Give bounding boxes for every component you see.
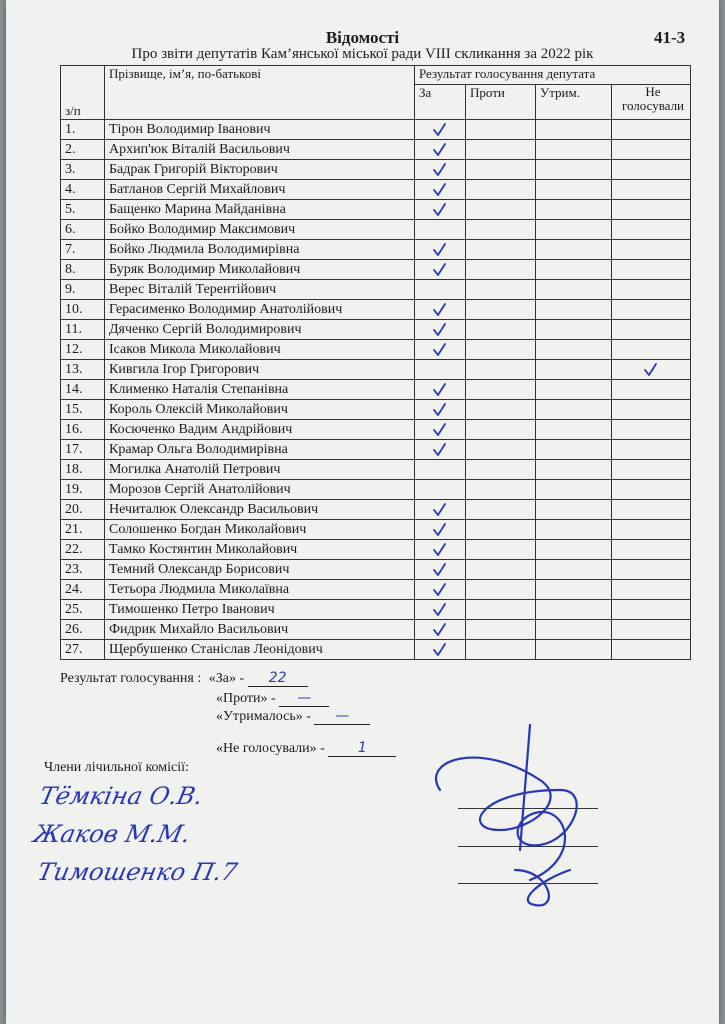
vote-cell-against — [466, 620, 536, 640]
deputy-name: Бойко Володимир Максимович — [105, 220, 415, 240]
check-mark-icon — [415, 242, 465, 258]
for-value: 22 — [248, 670, 308, 687]
voting-table-body — [61, 120, 691, 660]
table-row — [61, 180, 691, 200]
header-num: з/п — [61, 66, 105, 120]
check-mark-icon — [415, 302, 465, 318]
vote-cell-abstain — [536, 120, 612, 140]
vote-cell-abstain — [536, 180, 612, 200]
row-number: 24. — [61, 580, 105, 600]
vote-cell-against — [466, 400, 536, 420]
check-mark-icon — [415, 442, 465, 458]
deputy-name: Буряк Володимир Миколайович — [105, 260, 415, 280]
table-row — [61, 500, 691, 520]
vote-cell-not-voted — [612, 260, 691, 280]
results-label: Результат голосування : — [60, 671, 202, 686]
table-row — [61, 200, 691, 220]
vote-cell-abstain — [536, 480, 612, 500]
deputy-name: Ісаков Микола Миколайович — [105, 340, 415, 360]
table-row — [61, 640, 691, 660]
row-number: 23. — [61, 560, 105, 580]
row-number: 20. — [61, 500, 105, 520]
vote-cell-not-voted — [612, 160, 691, 180]
table-row — [61, 620, 691, 640]
check-mark-icon — [415, 542, 465, 558]
vote-cell-not-voted — [612, 220, 691, 240]
deputy-name: Солошенко Богдан Миколайович — [105, 520, 415, 540]
header-for: За — [415, 85, 466, 120]
vote-cell-not-voted — [612, 320, 691, 340]
vote-cell-abstain — [536, 260, 612, 280]
table-row — [61, 320, 691, 340]
deputy-name: Бойко Людмила Володимирівна — [105, 240, 415, 260]
header-name: Прізвище, ім’я, по-батькові — [105, 66, 415, 120]
vote-cell-against — [466, 120, 536, 140]
deputy-name: Морозов Сергій Анатолійович — [105, 480, 415, 500]
table-row — [61, 280, 691, 300]
table-row — [61, 480, 691, 500]
table-row — [61, 580, 691, 600]
chairman-signature — [420, 720, 620, 920]
vote-cell-for — [415, 120, 466, 140]
vote-cell-not-voted — [612, 580, 691, 600]
vote-cell-abstain — [536, 520, 612, 540]
deputy-name: Архип'юк Віталій Васильович — [105, 140, 415, 160]
check-mark-icon — [415, 582, 465, 598]
vote-cell-not-voted — [612, 200, 691, 220]
vote-cell-against — [466, 460, 536, 480]
table-row — [61, 540, 691, 560]
check-mark-icon — [415, 322, 465, 338]
vote-cell-abstain — [536, 420, 612, 440]
check-mark-icon — [415, 142, 465, 158]
vote-cell-not-voted — [612, 180, 691, 200]
vote-cell-against — [466, 160, 536, 180]
vote-cell-not-voted — [612, 600, 691, 620]
vote-cell-for — [415, 200, 466, 220]
deputy-name: Бадрак Григорій Вікторович — [105, 160, 415, 180]
deputy-name: Тірон Володимир Іванович — [105, 120, 415, 140]
for-label: «За» - — [208, 671, 245, 686]
vote-cell-abstain — [536, 560, 612, 580]
vote-cell-not-voted — [612, 620, 691, 640]
header-against: Проти — [466, 85, 536, 120]
deputy-name: Тетьора Людмила Миколаївна — [105, 580, 415, 600]
signature-2: Жаков М.М. — [31, 820, 194, 848]
row-number: 6. — [61, 220, 105, 240]
check-mark-icon — [415, 522, 465, 538]
vote-cell-against — [466, 260, 536, 280]
deputy-name: Косюченко Вадим Андрійович — [105, 420, 415, 440]
not-voted-value: 1 — [328, 740, 396, 757]
vote-cell-for — [415, 620, 466, 640]
check-mark-icon — [415, 262, 465, 278]
vote-cell-not-voted — [612, 360, 691, 380]
header-not-voted — [612, 85, 691, 120]
vote-cell-for — [415, 260, 466, 280]
header-not-voted-label: Не голосували — [621, 84, 685, 113]
row-number: 8. — [61, 260, 105, 280]
row-number: 13. — [61, 360, 105, 380]
vote-cell-against — [466, 220, 536, 240]
deputy-name: Тимошенко Петро Іванович — [105, 600, 415, 620]
vote-cell-for — [415, 160, 466, 180]
check-mark-icon — [415, 642, 465, 658]
vote-cell-abstain — [536, 440, 612, 460]
vote-cell-for — [415, 420, 466, 440]
check-mark-icon — [415, 602, 465, 618]
vote-cell-for — [415, 180, 466, 200]
row-number: 14. — [61, 380, 105, 400]
check-mark-icon — [415, 502, 465, 518]
vote-cell-abstain — [536, 460, 612, 480]
deputy-name: Тамко Костянтин Миколайович — [105, 540, 415, 560]
vote-cell-against — [466, 600, 536, 620]
vote-cell-abstain — [536, 580, 612, 600]
vote-cell-against — [466, 200, 536, 220]
vote-cell-abstain — [536, 240, 612, 260]
table-row — [61, 380, 691, 400]
row-number: 9. — [61, 280, 105, 300]
voting-table — [60, 65, 691, 660]
vote-cell-against — [466, 340, 536, 360]
table-row — [61, 520, 691, 540]
vote-cell-against — [466, 380, 536, 400]
vote-cell-abstain — [536, 540, 612, 560]
vote-cell-against — [466, 640, 536, 660]
vote-cell-abstain — [536, 500, 612, 520]
vote-cell-abstain — [536, 300, 612, 320]
table-row — [61, 360, 691, 380]
vote-cell-against — [466, 560, 536, 580]
vote-cell-abstain — [536, 600, 612, 620]
vote-cell-not-voted — [612, 340, 691, 360]
vote-cell-for — [415, 460, 466, 480]
deputy-name: Кивгила Ігор Григорович — [105, 360, 415, 380]
commission-label: Члени лічильної комісії: — [44, 760, 189, 775]
vote-cell-against — [466, 500, 536, 520]
vote-cell-against — [466, 520, 536, 540]
row-number: 4. — [61, 180, 105, 200]
vote-cell-abstain — [536, 400, 612, 420]
vote-cell-for — [415, 400, 466, 420]
check-mark-icon — [415, 162, 465, 178]
vote-cell-abstain — [536, 360, 612, 380]
check-mark-icon — [415, 622, 465, 638]
document-title: Відомості — [325, 28, 400, 47]
vote-cell-against — [466, 580, 536, 600]
row-number: 18. — [61, 460, 105, 480]
table-row — [61, 140, 691, 160]
row-number: 16. — [61, 420, 105, 440]
document-subtitle: Про звіти депутатів Кам’янської міської ради VIII скликання за 2022 рік — [131, 46, 594, 62]
vote-cell-against — [466, 440, 536, 460]
check-mark-icon — [415, 382, 465, 398]
deputy-name: Фидрик Михайло Васильович — [105, 620, 415, 640]
vote-cell-for — [415, 580, 466, 600]
check-mark-icon — [415, 562, 465, 578]
row-number: 22. — [61, 540, 105, 560]
check-mark-icon — [612, 362, 690, 378]
vote-cell-not-voted — [612, 560, 691, 580]
vote-cell-not-voted — [612, 480, 691, 500]
vote-cell-for — [415, 220, 466, 240]
check-mark-icon — [415, 122, 465, 138]
table-row — [61, 260, 691, 280]
vote-cell-against — [466, 540, 536, 560]
deputy-name: Клименко Наталія Степанівна — [105, 380, 415, 400]
vote-cell-abstain — [536, 200, 612, 220]
deputy-name: Батланов Сергій Михайлович — [105, 180, 415, 200]
row-number: 11. — [61, 320, 105, 340]
vote-cell-not-voted — [612, 640, 691, 660]
table-row — [61, 220, 691, 240]
vote-cell-against — [466, 320, 536, 340]
row-number: 27. — [61, 640, 105, 660]
row-number: 7. — [61, 240, 105, 260]
row-number: 21. — [61, 520, 105, 540]
vote-cell-for — [415, 240, 466, 260]
deputy-name: Король Олексій Миколайович — [105, 400, 415, 420]
vote-cell-against — [466, 240, 536, 260]
deputy-name: Щербушенко Станіслав Леонідович — [105, 640, 415, 660]
vote-cell-for — [415, 560, 466, 580]
deputy-name: Могилка Анатолій Петрович — [105, 460, 415, 480]
signature-1: Тёмкіна О.В. — [37, 782, 206, 810]
deputy-name: Темний Олександр Борисович — [105, 560, 415, 580]
vote-cell-not-voted — [612, 240, 691, 260]
table-row — [61, 240, 691, 260]
signature-3: Тимошенко П.7 — [35, 858, 240, 886]
vote-cell-for — [415, 140, 466, 160]
row-number: 17. — [61, 440, 105, 460]
deputy-name: Бащенко Марина Майданівна — [105, 200, 415, 220]
vote-cell-not-voted — [612, 520, 691, 540]
vote-cell-not-voted — [612, 420, 691, 440]
table-row — [61, 300, 691, 320]
vote-cell-for — [415, 600, 466, 620]
vote-cell-not-voted — [612, 380, 691, 400]
vote-cell-not-voted — [612, 540, 691, 560]
table-row — [61, 420, 691, 440]
vote-cell-not-voted — [612, 120, 691, 140]
vote-cell-for — [415, 340, 466, 360]
table-row — [61, 120, 691, 140]
vote-cell-not-voted — [612, 500, 691, 520]
vote-cell-against — [466, 180, 536, 200]
vote-cell-against — [466, 280, 536, 300]
check-mark-icon — [415, 342, 465, 358]
vote-cell-against — [466, 360, 536, 380]
vote-cell-for — [415, 480, 466, 500]
vote-cell-abstain — [536, 160, 612, 180]
header-result: Результат голосування депутата — [415, 66, 691, 85]
table-row — [61, 600, 691, 620]
deputy-name: Верес Віталій Терентійович — [105, 280, 415, 300]
row-number: 19. — [61, 480, 105, 500]
check-mark-icon — [415, 182, 465, 198]
vote-cell-against — [466, 480, 536, 500]
table-row — [61, 440, 691, 460]
row-number: 12. — [61, 340, 105, 360]
row-number: 5. — [61, 200, 105, 220]
vote-cell-for — [415, 360, 466, 380]
row-number: 3. — [61, 160, 105, 180]
deputy-name: Нечиталюк Олександр Васильович — [105, 500, 415, 520]
vote-cell-not-voted — [612, 300, 691, 320]
vote-cell-not-voted — [612, 400, 691, 420]
vote-cell-for — [415, 440, 466, 460]
table-row — [61, 340, 691, 360]
vote-cell-abstain — [536, 320, 612, 340]
not-voted-label: «Не голосували» - — [216, 741, 325, 756]
row-number: 25. — [61, 600, 105, 620]
vote-cell-against — [466, 420, 536, 440]
vote-cell-not-voted — [612, 140, 691, 160]
vote-cell-not-voted — [612, 440, 691, 460]
vote-cell-for — [415, 280, 466, 300]
abstain-label: «Утрималось» - — [216, 709, 311, 724]
vote-cell-for — [415, 640, 466, 660]
table-row — [61, 400, 691, 420]
against-label: «Проти» - — [216, 691, 276, 706]
vote-cell-for — [415, 540, 466, 560]
vote-cell-abstain — [536, 340, 612, 360]
deputy-name: Дяченко Сергій Володимирович — [105, 320, 415, 340]
vote-cell-for — [415, 500, 466, 520]
check-mark-icon — [415, 422, 465, 438]
check-mark-icon — [415, 202, 465, 218]
abstain-value: — — [314, 708, 370, 725]
check-mark-icon — [415, 402, 465, 418]
vote-cell-abstain — [536, 280, 612, 300]
vote-cell-not-voted — [612, 460, 691, 480]
document-number: 41-3 — [654, 28, 686, 47]
row-number: 15. — [61, 400, 105, 420]
against-value: — — [279, 690, 329, 707]
vote-cell-against — [466, 140, 536, 160]
row-number: 26. — [61, 620, 105, 640]
table-row — [61, 160, 691, 180]
vote-cell-abstain — [536, 620, 612, 640]
vote-cell-for — [415, 320, 466, 340]
vote-cell-abstain — [536, 140, 612, 160]
vote-cell-not-voted — [612, 280, 691, 300]
deputy-name: Крамар Ольга Володимирівна — [105, 440, 415, 460]
vote-cell-for — [415, 300, 466, 320]
row-number: 2. — [61, 140, 105, 160]
vote-cell-for — [415, 380, 466, 400]
vote-cell-abstain — [536, 640, 612, 660]
vote-cell-abstain — [536, 380, 612, 400]
deputy-name: Герасименко Володимир Анатолійович — [105, 300, 415, 320]
vote-cell-for — [415, 520, 466, 540]
vote-cell-against — [466, 300, 536, 320]
table-row — [61, 560, 691, 580]
vote-cell-abstain — [536, 220, 612, 240]
table-row — [61, 460, 691, 480]
header-abstain: Утрим. — [536, 85, 612, 120]
row-number: 10. — [61, 300, 105, 320]
row-number: 1. — [61, 120, 105, 140]
